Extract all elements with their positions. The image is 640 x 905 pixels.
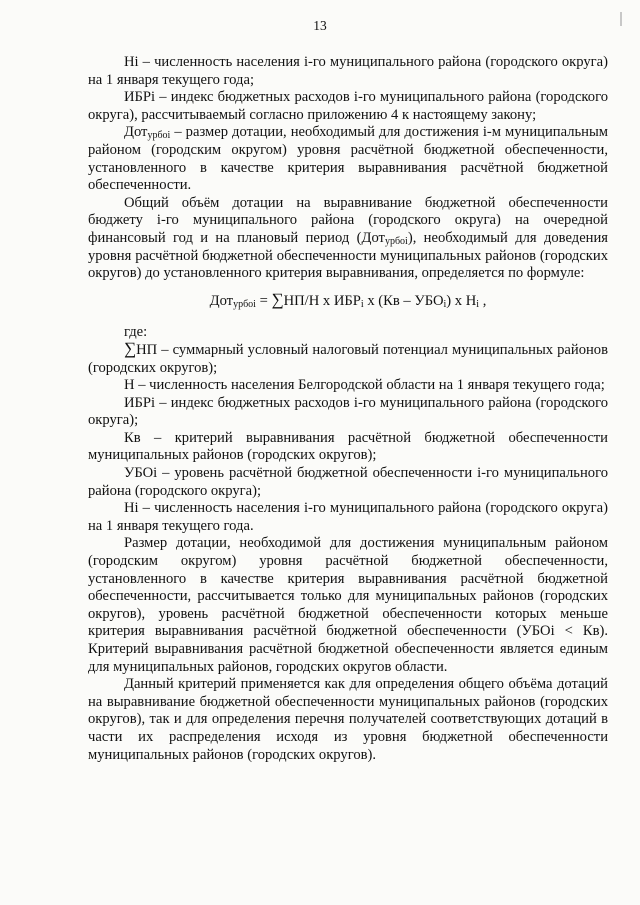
formula-part: НП/Н х ИБР <box>283 292 361 309</box>
paragraph-criterion-use: Данный критерий применяется как для определения общего объёма дотаций на выравнивание бюджетной обеспеченности муниципальных районов (городских округов), так и для определения перечня получателей соответствующих дотаций в части их распределения исходя из уровня бюджетной обеспеченности муниципальных районов (городских округов). <box>88 676 608 763</box>
page-number: 13 <box>313 18 327 33</box>
term-subscript: урбоi <box>384 235 408 247</box>
paragraph-budget-index: ИБРi – индекс бюджетных расходов i-го муниципального района (городского округа), рассчитываемый согласно приложению 4 к настоящему закону; <box>88 89 608 123</box>
formula <box>88 289 608 311</box>
paragraph-text: – размер дотации, необходимый для достижения i-м муниципальным районом (городским округом) уровня расчётной бюджетной обеспеченности, установленного в качестве критерия выравнивания расчётной бюджетной обеспеченности. <box>88 124 608 194</box>
formula-subscript: i <box>360 298 364 310</box>
paragraph-subsidy-size <box>88 124 608 194</box>
term-subscript: урбоi <box>147 130 171 142</box>
paragraph-text: Общий объём дотации на выравнивание бюджетной обеспеченности бюджету i-го муниципального района (городского округа) на очередной финансовый год и на плановый период (Дот <box>88 194 608 246</box>
sigma-symbol: ∑ <box>271 289 284 309</box>
paragraph-total-subsidy <box>88 195 608 283</box>
formula-part: Дот <box>209 292 234 309</box>
formula-part: = <box>255 292 272 309</box>
formula-part: ) х Н <box>446 292 477 309</box>
formula-part: х (Кв – УБО <box>363 292 444 309</box>
formula-subscript: урбоi <box>233 298 256 310</box>
paragraph-population-i: Нi – численность населения i-го муниципального района (городского округа) на 1 января текущего года; <box>88 54 608 88</box>
formula-subscript: i <box>443 298 447 310</box>
definition-criterion: Кв – критерий выравнивания расчётной бюджетной обеспеченности муниципальных районов (городских округов); <box>88 429 608 464</box>
formula-subscript: i <box>476 298 480 310</box>
formula-part: , <box>479 292 487 309</box>
definition-population-region: Н – численность населения Белгородской области на 1 января текущего года; <box>124 377 605 394</box>
definition-text: НП – суммарный условный налоговый потенциал муниципальных районов (городских округов); <box>88 341 608 376</box>
paragraph-text: ), необходимый для доведения уровня расчётной бюджетной обеспеченности муниципальных районов (городских округов) до установленного критерия выравнивания, определяется по формуле: <box>88 229 609 282</box>
definition-population-i: Нi – численность населения i-го муниципального района (городского округа) на 1 января текущего года. <box>88 500 608 534</box>
term-dot: Дот <box>124 124 148 141</box>
paragraph-subsidy-calc: Размер дотации, необходимой для достижения муниципальным районом (городским округом) уровня расчётной бюджетной обеспеченности, установленного в качестве критерия выравнивания расчётной бюджетной обеспеченности, рассчитывается только для муниципальных районов (городских округов), уровень расчётной бюджетной обеспеченности которых меньше критерия выравнивания расчётной бюджетной обеспеченности (УБОi < Кв). Критерий выравнивания расчётной бюджетной обеспеченности является единым для муниципальных районов, городских округов области. <box>88 535 608 675</box>
definition-budget-index: ИБРi – индекс бюджетных расходов i-го муниципального района (городского округа); <box>88 394 608 429</box>
definition-tax-potential <box>88 338 608 377</box>
document-body <box>88 54 608 764</box>
sigma-symbol: ∑ <box>124 338 137 358</box>
where-label: где: <box>124 324 148 341</box>
definition-level: УБОi – уровень расчётной бюджетной обеспеченности i-го муниципального района (городского округа); <box>88 465 608 499</box>
